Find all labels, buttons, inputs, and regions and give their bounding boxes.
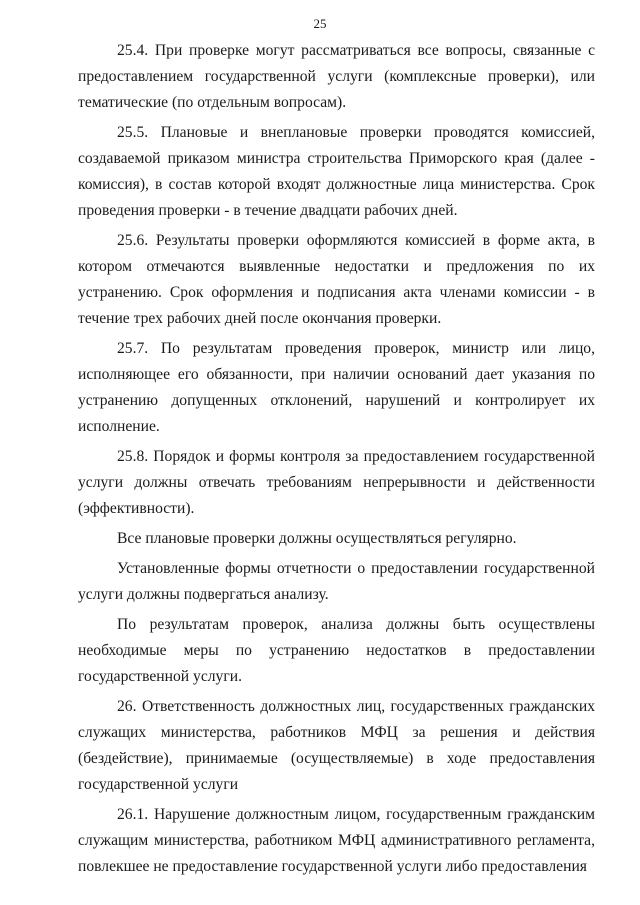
document-body [78,38,595,884]
paragraph-25-6: 25.6. Результаты проверки оформляются комиссией в форме акта, в котором отмечаются выявленные недостатки и предложения по их устранению. Срок оформления и подписания акта членами комиссии - в течение трех рабочих дней после окончания проверки. [78,232,595,327]
paragraph-check-results: По результатам проверок, анализа должны быть осуществлены необходимые меры по устранению недостатков в предоставлении государственной услуги. [78,616,595,685]
page-number: 25 [313,16,327,31]
paragraph-25-5: 25.5. Плановые и внеплановые проверки проводятся комиссией, создаваемой приказом министра строительства Приморского края (далее - комиссия), в состав которой входят должностные лица министерства. Срок проведения проверки - в течение двадцати рабочих дней. [78,124,595,219]
paragraph-25-7: 25.7. По результатам проведения проверок, министр или лицо, исполняющее его обязанности, при наличии оснований дает указания по устранению допущенных отклонений, нарушений и контролирует их исполнение. [78,340,595,435]
paragraph-25-8: 25.8. Порядок и формы контроля за предоставлением государственной услуги должны отвечать требованиям непрерывности и действенности (эффективности). [78,448,595,517]
paragraph-regular-checks: Все плановые проверки должны осуществляться регулярно. [117,530,517,547]
paragraph-26-1: 26.1. Нарушение должностным лицом, государственным гражданским служащим министерства, работником МФЦ административного регламента, повлекшее не предоставление государственной услуги либо предоставления [78,806,595,875]
section-heading-26: 26. Ответственность должностных лиц, государственных гражданских служащих министерства, работников МФЦ за решения и действия (бездействие), принимаемые (осуществляемые) в ходе предоставления государственной услуги [78,698,595,793]
paragraph-25-4: 25.4. При проверке могут рассматриваться все вопросы, связанные с предоставлением государственной услуги (комплексные проверки), или тематические (по отдельным вопросам). [78,42,595,111]
paragraph-reporting-forms: Установленные формы отчетности о предоставлении государственной услуги должны подвергаться анализу. [78,560,595,603]
